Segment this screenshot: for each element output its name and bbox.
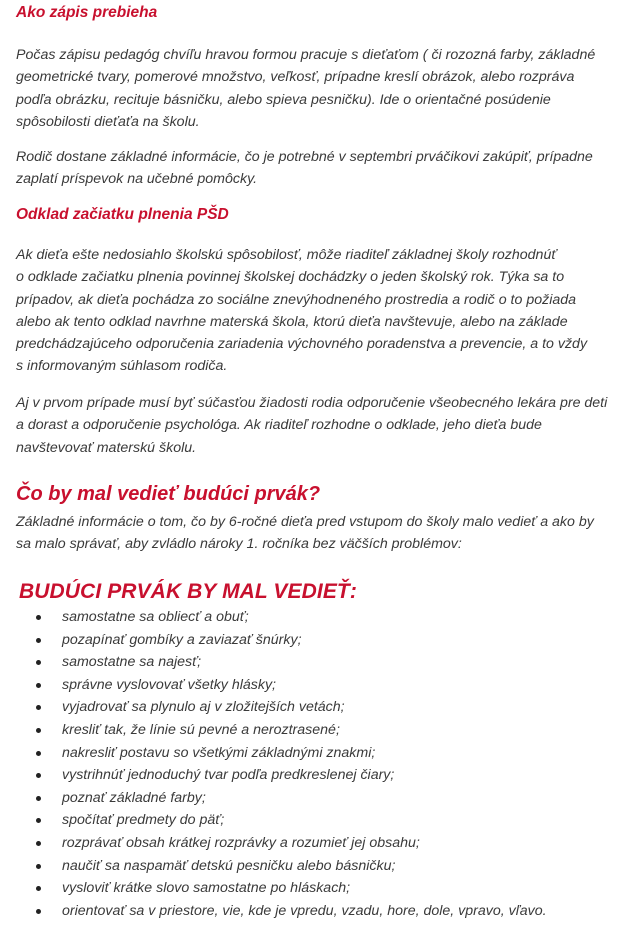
heading-future-first-grader: BUDÚCI PRVÁK BY MAL VEDIEŤ: <box>19 580 357 603</box>
list-item <box>16 809 547 832</box>
list-item-text: správne vyslovovať všetky hlásky; <box>62 676 276 693</box>
bullet-icon <box>36 796 41 801</box>
heading-what-should-know: Čo by mal vedieť budúci prvák? <box>16 483 321 505</box>
text-line: sa malo správať, aby zvládlo nároky 1. ročníka bez väčších problémov: <box>16 536 462 553</box>
text-line: alebo ak tento odklad navrhne materská škola, ktorú dieťa navštevuje, alebo na základe <box>16 313 568 330</box>
bullet-icon <box>36 683 41 688</box>
bullet-icon <box>36 728 41 733</box>
list-item <box>16 900 547 923</box>
paragraph-deferral-requirements <box>16 392 622 459</box>
heading-enrollment-process: Ako zápis prebieha <box>16 4 158 21</box>
list-item-text: pozapínať gombíky a zaviazať šnúrky; <box>62 631 302 648</box>
text-line: Aj v prvom prípade musí byť súčasťou žiadosti rodia odporučenie všeobecného lekára pre deti <box>16 395 608 411</box>
text-line: a dorast a odporučenie psychológa. Ak riaditeľ rozhodne o odklade, jeho dieťa bude <box>16 417 542 434</box>
list-item <box>16 606 547 629</box>
list-item <box>16 674 547 697</box>
bullet-icon <box>36 818 41 823</box>
list-item-text: vysloviť krátke slovo samostatne po hláskach; <box>62 880 351 897</box>
text-line: o odklade začiatku plnenia povinnej školskej dochádzky o jeden školský rok. Týka sa to <box>16 269 565 286</box>
text-line: Počas zápisu pedagóg chvíľu hravou formou pracuje s dieťaťom ( či rozozná farby, základné <box>16 47 596 63</box>
paragraph-parent-info <box>16 146 622 191</box>
text-line: Základné informácie o tom, čo by 6-ročné dieťa pred vstupom do školy malo vedieť a ako by <box>16 514 594 530</box>
bullet-icon <box>36 909 41 914</box>
skills-list <box>16 606 547 922</box>
list-item-text: orientovať sa v priestore, vie, kde je vpredu, vzadu, hore, dole, vpravo, vľavo. <box>62 902 547 919</box>
list-item <box>16 629 547 652</box>
list-item-text: samostatne sa obliecť a obuť; <box>62 609 249 625</box>
list-item-text: nakresliť postavu so všetkými základnými znakmi; <box>62 744 376 761</box>
text-line: Ak dieťa ešte nedosiahlo školskú spôsobilosť, môže riaditeľ základnej školy rozhodnúť <box>16 247 557 263</box>
paragraph-intro <box>16 511 622 556</box>
text-line: prípadov, ak dieťa pochádza zo sociálne znevýhodneného prostredia a rodič o to požiada <box>16 291 577 308</box>
list-item-text: spočítať predmety do päť; <box>62 812 225 829</box>
list-item-text: rozprávať obsah krátkej rozprávky a rozumieť jej obsahu; <box>62 834 420 851</box>
bullet-icon <box>36 638 41 643</box>
bullet-icon <box>36 751 41 756</box>
bullet-icon <box>36 841 41 846</box>
text-line: zaplatí príspevok na učebné pomôcky. <box>16 171 258 188</box>
list-item-text: poznať základné farby; <box>62 789 206 806</box>
bullet-icon <box>36 705 41 710</box>
list-item <box>16 764 547 787</box>
bullet-icon <box>36 615 41 620</box>
list-item <box>16 877 547 900</box>
list-item-text: vyjadrovať sa plynulo aj v zložitejších vetách; <box>62 699 345 716</box>
paragraph-enrollment-details <box>16 44 622 133</box>
text-line: navštevovať materskú školu. <box>16 439 197 456</box>
list-item <box>16 696 547 719</box>
text-line: s informovaným súhlasom rodiča. <box>16 358 228 375</box>
list-item <box>16 787 547 810</box>
list-item-text: vystrihnúť jednoduchý tvar podľa predkreslenej čiary; <box>62 767 395 784</box>
text-line: geometrické tvary, pomerové množstvo, veľkosť, prípadne kreslí obrázok, alebo rozpráva <box>16 69 575 86</box>
list-item-text: naučiť sa naspamäť detskú pesničku alebo básničku; <box>62 857 396 874</box>
list-item-text: kresliť tak, že línie sú pevné a neroztrasené; <box>62 721 340 738</box>
text-line: predchádzajúceho odporučenia zariadenia výchovného poradenstva a prevencie, a to vždy <box>16 336 588 353</box>
list-item-text: samostatne sa najesť; <box>62 654 202 671</box>
text-line: Rodič dostane základné informácie, čo je potrebné v septembri prváčikovi zakúpiť, prípadne <box>16 149 593 165</box>
list-item <box>16 742 547 765</box>
bullet-icon <box>36 660 41 665</box>
list-item <box>16 719 547 742</box>
bullet-icon <box>36 886 41 891</box>
list-item <box>16 832 547 855</box>
text-line: spôsobilosti dieťaťa na školu. <box>16 113 200 130</box>
bullet-icon <box>36 864 41 869</box>
text-line: podľa obrázku, recituje básničku, alebo spieva pesničku). Ide o orientačné posúdenie <box>16 91 551 108</box>
heading-deferral: Odklad začiatku plnenia PŠD <box>16 206 229 223</box>
list-item <box>16 651 547 674</box>
list-item <box>16 855 547 878</box>
paragraph-deferral-details <box>16 244 622 378</box>
bullet-icon <box>36 773 41 778</box>
